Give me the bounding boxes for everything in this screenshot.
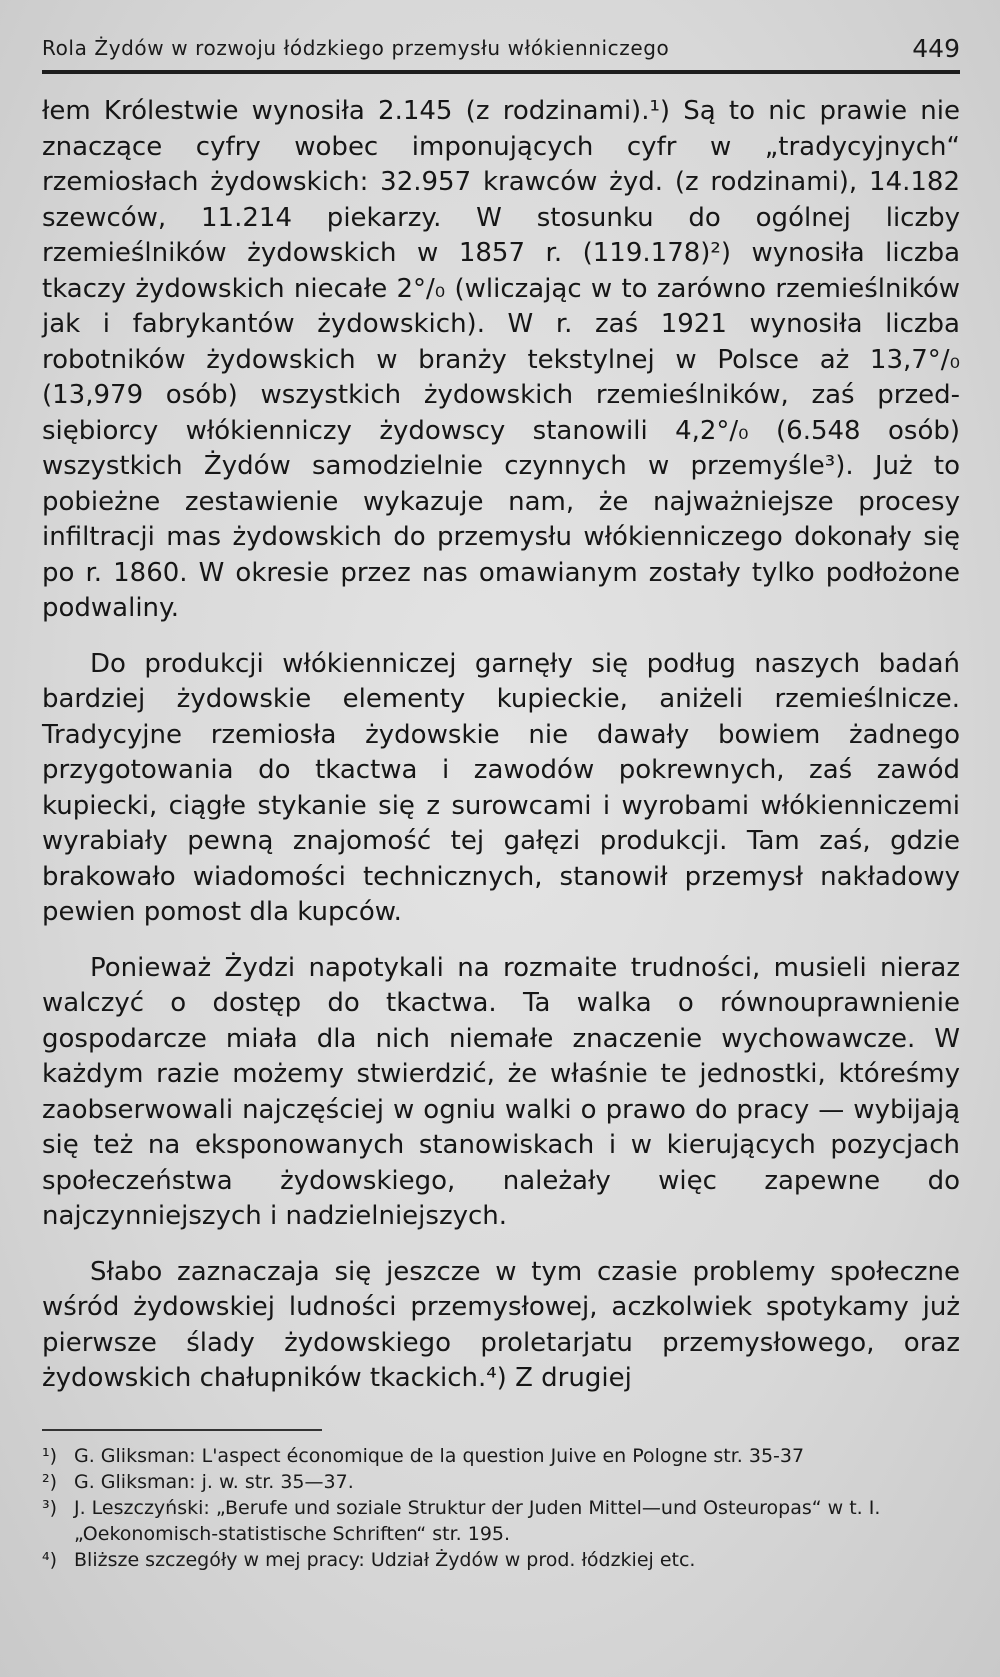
- footnote-text: J. Leszczyński: „Berufe und soziale Struktur der Juden Mittel—und Osteuropas“ w t. I. „Oekonomisch-statistische Schriften“ str. 195.: [74, 1497, 881, 1545]
- paragraph-1: łem Królestwie wynosiła 2.145 (z rodzinami).¹) Są to nic prawie nie znaczące cyfry wobec imponujących cyfr w „tradycyjnych“ rzemiosłach żydowskich: 32.957 krawców żyd. (z rodzinami), 14.182 szewców, 11.214 piekarzy. W stosunku do ogólnej liczby rzemieślników żydowskich w 1857 r. (119.178)²) wynosiła liczba tkaczy żydowskich niecałe 2°/₀ (wliczając w to zarówno rzemieślników jak i fabrykantów żydowskich). W r. zaś 1921 wynosiła liczba robotników żydowskich w branży tekstylnej w Polsce aż 13,7°/₀ (13,979 osób) wszystkich żydowskich rzemieślników, zaś przedsiębiorcy włókienniczy żydowscy stanowili 4,2°/₀ (6.548 osób) wszystkich Żydów samodzielnie czynnych w przemyśle³). Już to pobieżne zestawienie wykazuje nam, że najważniejsze procesy infiltracji mas żydowskich do przemysłu włókienniczego dokonały się po r. 1860. W okresie przez nas omawianym zostały tylko podłożone podwaliny.: [42, 96, 960, 623]
- header-rule: [42, 70, 960, 74]
- footnote-marker: ³): [42, 1497, 58, 1519]
- paragraph-3: Ponieważ Żydzi napotykali na rozmaite trudności, musieli nieraz walczyć o dostęp do tkactwa. Ta walka o równouprawnienie gospodarcze miała dla nich niemałe znaczenie wychowawcze. W każdym razie możemy stwierdzić, że właśnie te jednostki, któreśmy zaobserwowali najczęściej w ogniu walki o prawo do pracy — wybijają się też na eksponowanych stanowiskach i w kierujących pozycjach społeczeństwa żydowskiego, należały więc zapewne do najczynniejszych i nadzielniejszych.: [42, 952, 960, 1231]
- page-header: [42, 34, 960, 68]
- footnote-3: [42, 1495, 960, 1547]
- footnote-text: G. Gliksman: j. w. str. 35—37.: [74, 1471, 354, 1493]
- footnote-4: [42, 1547, 960, 1573]
- paragraph-4: Słabo zaznaczaja się jeszcze w tym czasie problemy społeczne wśród żydowskiej ludności przemysłowej, aczkolwiek spotykamy już pierwsze ślady żydowskiego proletarjatu przemysłowego, oraz żydowskich chałupników tkackich.⁴) Z drugiej: [42, 1256, 960, 1393]
- paragraph-2: Do produkcji włókienniczej garnęły się podług naszych badań bardziej żydowskie elementy kupieckie, aniżeli rzemieślnicze. Tradycyjne rzemiosła żydowskie nie dawały bowiem żadnego przygotowania do tkactwa i zawodów pokrewnych, zaś zawód kupiecki, ciągłe stykanie się z surowcami i wyrobami włókienniczemi wyrabiały pewną znajomość tej gałęzi produkcji. Tam zaś, gdzie brakowało wiadomości technicznych, stanowił przemysł nakładowy pewien pomost dla kupców.: [42, 648, 960, 927]
- footnote-text: Bliższe szczegóły w mej pracy: Udział Żydów w prod. łódzkiej etc.: [74, 1549, 696, 1571]
- footnote-marker: ⁴): [42, 1549, 58, 1571]
- running-title: Rola Żydów w rozwoju łódzkiego przemysłu włókienniczego: [42, 36, 670, 60]
- footnote-rule: [42, 1429, 322, 1431]
- footnote-1: [42, 1443, 960, 1469]
- footnotes: [42, 1443, 960, 1573]
- footnote-2: [42, 1469, 960, 1495]
- footnote-marker: ²): [42, 1471, 58, 1493]
- main-text: [42, 94, 960, 1397]
- footnote-text: G. Gliksman: L'aspect économique de la question Juive en Pologne str. 35-37: [74, 1445, 805, 1467]
- page-number: 449: [912, 34, 960, 63]
- footnote-marker: ¹): [42, 1445, 58, 1467]
